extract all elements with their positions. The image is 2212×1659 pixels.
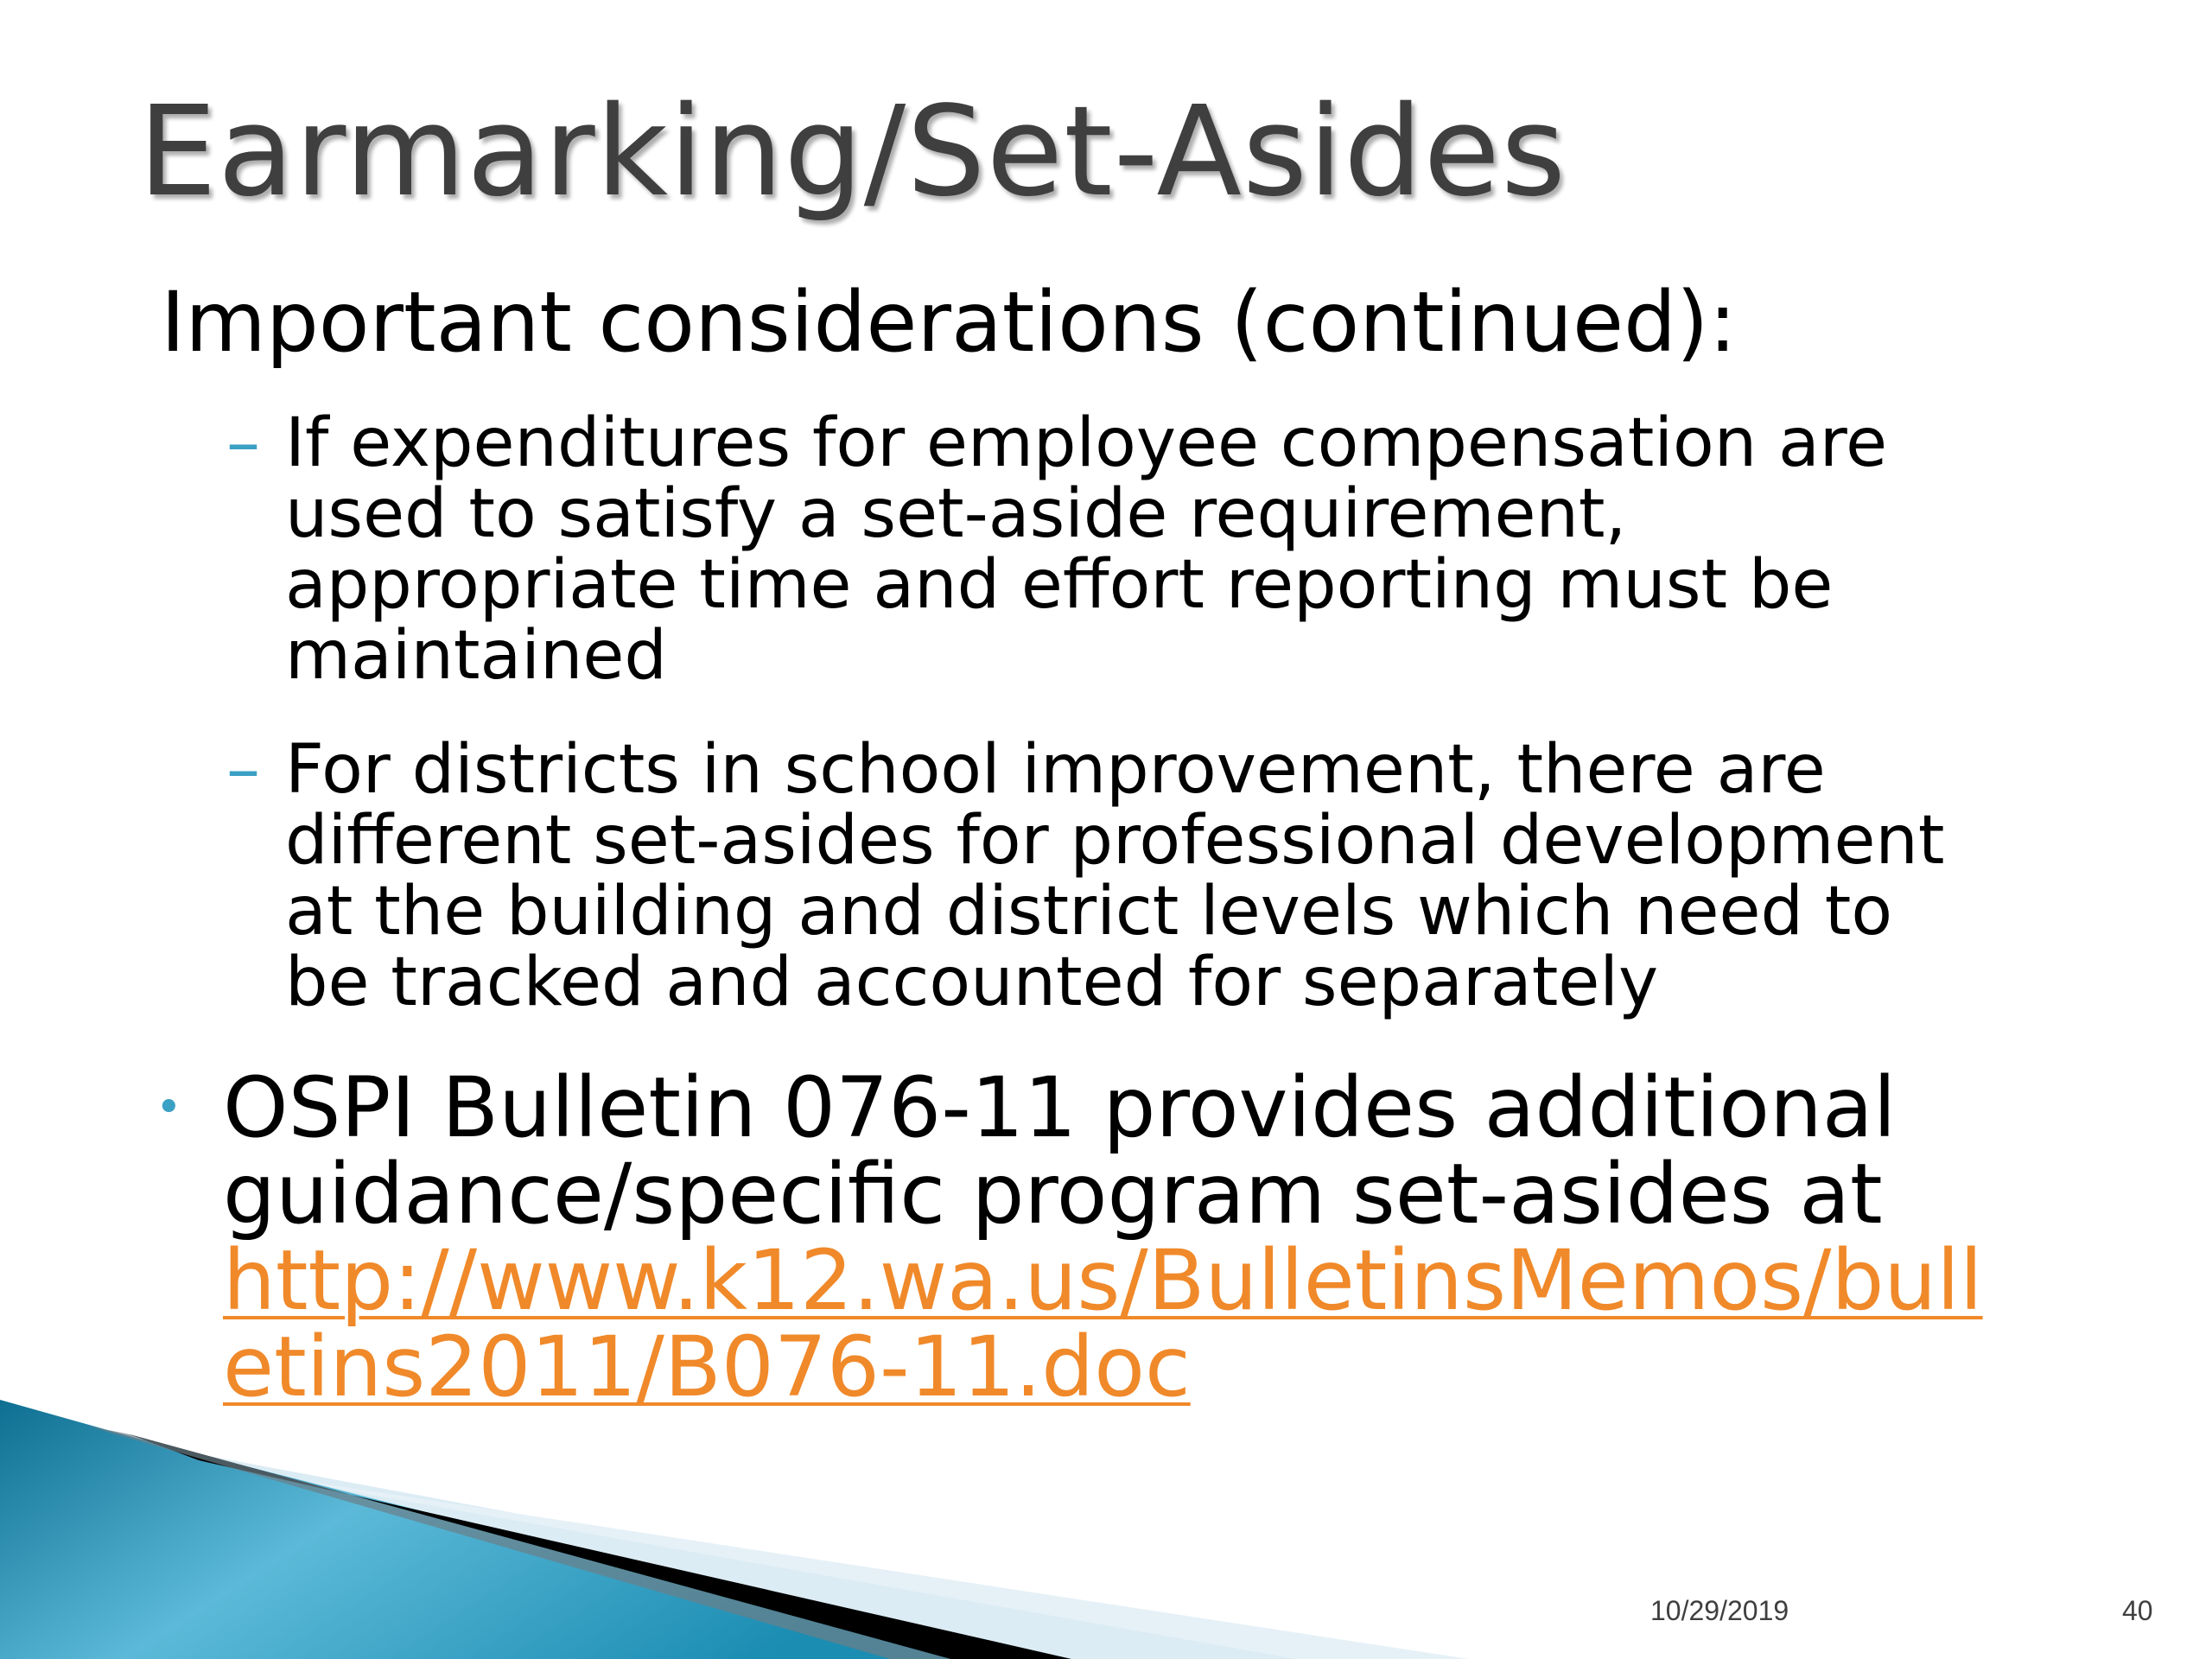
dash-marker: –: [226, 731, 260, 809]
slide-number: 40: [2122, 1595, 2153, 1626]
slide-title: Earmarking/Set-Asides: [138, 79, 1567, 224]
bullet-text: OSPI Bulletin 076-11 provides additional guidance/specific program set-asides at: [223, 1059, 1897, 1243]
footer-date: 10/29/2019: [1650, 1595, 1789, 1626]
sub-bullet-text: For districts in school improvement, there are different set-asides for professional development at the building and district levels which need to be tracked and accounted for separately: [285, 731, 1945, 1021]
sub-bullet-text: If expenditures for employee compensation are used to satisfy a set-aside requirement, appropriate time and effort reporting must be maintained: [285, 404, 1888, 695]
bullet-marker: •: [156, 1082, 182, 1134]
intro-text: Important considerations (continued):: [161, 274, 1737, 371]
sub-bullet-2: [226, 731, 2127, 1021]
dash-marker: –: [226, 404, 260, 482]
main-bullet: [156, 1059, 2143, 1415]
bulletin-link[interactable]: http://www.k12.wa.us/BulletinsMemos/bull etins2011/B076-11.doc: [223, 1232, 1983, 1415]
sub-bullet-1: [226, 404, 2127, 695]
